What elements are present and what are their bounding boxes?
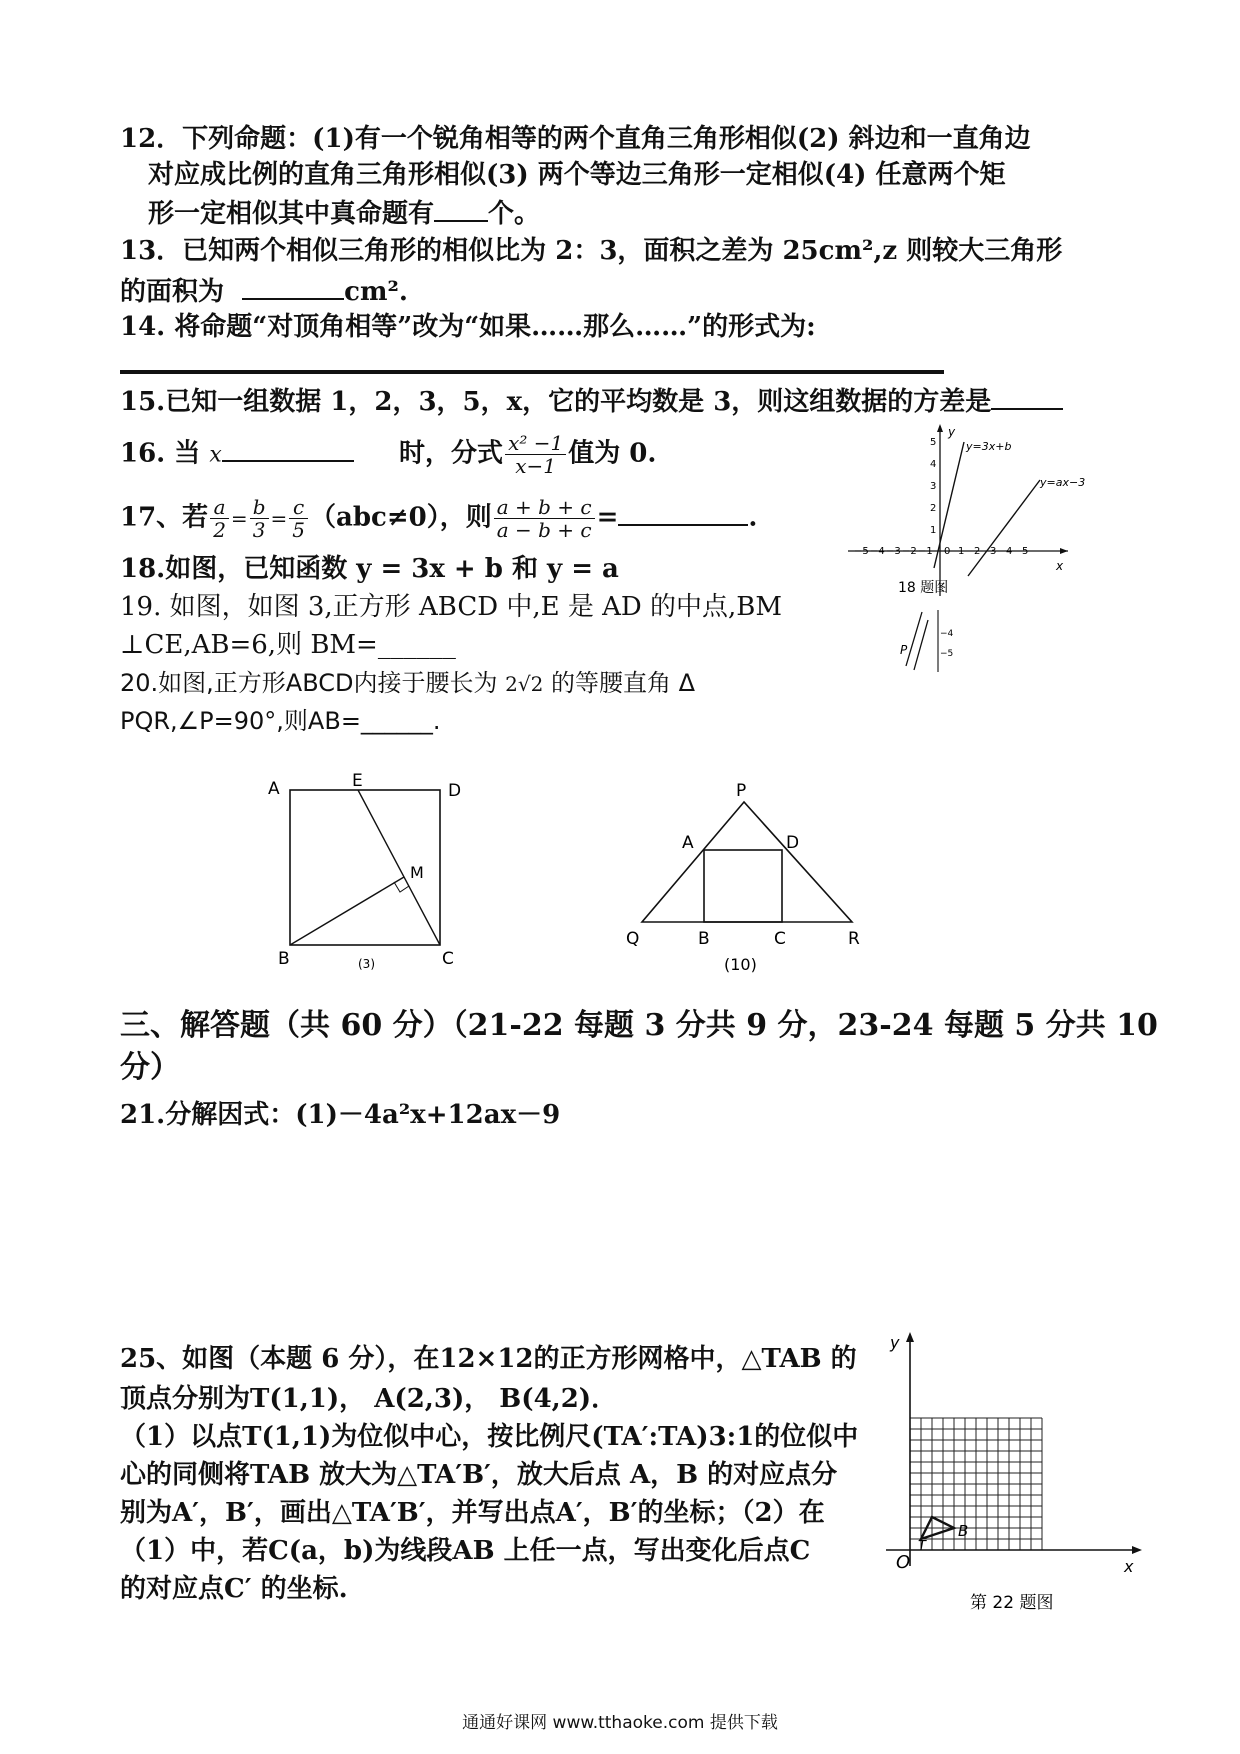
q12-line3-text: 形一定相似其中真命题有	[148, 199, 435, 229]
figure-3-square	[262, 772, 472, 972]
fig18-caption: 18 题图	[898, 580, 949, 596]
fig10-caption: (10)	[724, 955, 757, 974]
q16-fraction	[505, 432, 566, 477]
fig3-label-a: A	[268, 779, 280, 799]
fig18-xtick: 3	[990, 546, 997, 557]
fig22-y-label: y	[890, 1333, 900, 1352]
q20-text-a: 20.如图,正方形ABCD内接于腰长为	[120, 669, 498, 697]
fig18-yticks	[930, 437, 936, 536]
fig18-y-arrow	[937, 424, 943, 432]
fig18-xtick: −2	[902, 546, 917, 557]
fig22-origin-label: O	[896, 1552, 911, 1573]
fig10-triangle-pqr	[642, 802, 852, 922]
figure-10-triangle	[620, 780, 870, 980]
q12-line3	[148, 194, 540, 231]
q12-line1: 12．下列命题：(1)有一个锐角相等的两个直角三角形相似(2) 斜边和一直角边	[120, 124, 1031, 154]
fig18-xtick: −3	[886, 546, 901, 557]
q14-line1: 14. 将命题“对顶角相等”改为“如果……那么……”的形式为:	[120, 312, 816, 342]
q20-math: 2√2	[505, 672, 544, 696]
fig18-line1-label: y=3x+b	[966, 440, 1012, 453]
q12-line3-end: 个。	[488, 199, 541, 229]
page-footer: 通通好课网 www.tthaoke.com 提供下载	[462, 1713, 778, 1733]
q17-frac-a-den: 2	[213, 518, 226, 542]
q15-answer-blank[interactable]	[991, 382, 1063, 410]
q17-eq1: =	[230, 506, 248, 531]
q17-frac-b-den: 3	[252, 518, 266, 542]
section-3-heading-line1: 三、解答题（共 60 分）（21-22 每题 3 分共 9 分，23-24 每题 5 分共 10	[120, 1008, 1158, 1043]
fig18-xtick: 0	[944, 546, 951, 557]
q17-frac-d-den: a − b + c	[496, 518, 592, 542]
q17-frac-c-num: c	[289, 496, 308, 519]
q17-frac-a-num: a	[210, 496, 229, 519]
fig3-segment-bm	[290, 877, 404, 945]
fig18-inset-p: P	[900, 643, 908, 657]
q17-frac-b	[250, 496, 269, 541]
q25-line1: 25、如图（本题 6 分），在12×12的正方形网格中，△TAB 的	[120, 1344, 857, 1374]
fig18-line2-label: y=ax−3	[1040, 476, 1086, 489]
fig18-inset-line2	[914, 620, 928, 670]
q19-line2: ⊥CE,AB=6,则 BM=______	[120, 630, 456, 660]
fig10-label-b: B	[698, 929, 710, 949]
fig18-small-inset	[900, 610, 954, 672]
figure-22-grid	[858, 1328, 1158, 1628]
fig22-x-arrow	[1132, 1546, 1142, 1554]
q16-var-x: x	[209, 442, 222, 468]
fig18-x-label: x	[1056, 559, 1064, 573]
fig3-label-e: E	[352, 771, 363, 791]
fig18-xtick: 5	[1022, 546, 1029, 557]
q15-text: 15.已知一组数据 1，2，3，5，x，它的平均数是 3，则这组数据的方差是	[120, 387, 992, 417]
fig18-ytick: 5	[930, 437, 937, 448]
q25-line4: 心的同侧将TAB 放大为△TA′B′，放大后点 A，B 的对应点分	[120, 1460, 838, 1490]
q17-frac-a	[210, 496, 229, 541]
q17-frac-b-num: b	[250, 496, 269, 519]
q12-answer-blank[interactable]	[434, 194, 488, 222]
q13-line1: 13．已知两个相似三角形的相似比为 2：3，面积之差为 25cm²,z 则较大三角形	[120, 236, 1063, 266]
q16-numerator: x² −1	[505, 432, 566, 455]
q13-unit: cm².	[344, 277, 408, 307]
q25-line5: 别为A′，B′，画出△TA′B′，并写出点A′，B′的坐标；（2）在	[120, 1498, 825, 1528]
fig3-caption: (3)	[358, 957, 375, 971]
fig10-label-p: P	[736, 781, 747, 801]
fig22-b-label: B	[958, 1522, 969, 1540]
q17-frac-c-den: 5	[292, 518, 305, 542]
fig3-label-d: D	[448, 781, 462, 801]
fig18-xtick: −5	[854, 546, 869, 557]
q16-text-b: 时，分式	[399, 438, 504, 469]
q25-line6: （1）中，若C(a，b)为线段AB 上任一点，写出变化后点C	[120, 1536, 811, 1566]
fig18-ytick: 3	[930, 481, 937, 492]
q13-answer-blank[interactable]	[242, 272, 344, 300]
fig18-xtick: −4	[870, 546, 885, 557]
figure-18-graph	[838, 420, 1086, 672]
q16-answer-blank[interactable]	[222, 434, 354, 462]
fig22-y-arrow	[906, 1332, 914, 1342]
q17-text-a: 17、若	[120, 502, 209, 533]
fig18-line-yax3	[968, 480, 1040, 576]
q15-line1	[120, 382, 1063, 419]
section-3-heading-line2: 分）	[120, 1050, 180, 1085]
q20-line1	[120, 666, 695, 701]
fig3-label-c: C	[442, 949, 454, 969]
q18-line: 18.如图，已知函数 y = 3x + b 和 y = a	[120, 554, 619, 584]
q16-line	[120, 432, 656, 477]
q16-denominator: x−1	[515, 454, 557, 478]
q13-line2-text: 的面积为	[120, 277, 225, 307]
fig18-ytick: 4	[930, 459, 937, 470]
q14-answer-line[interactable]	[120, 370, 944, 374]
q25-line2: 顶点分别为T(1,1)， A(2,3)， B(4,2)．	[120, 1384, 618, 1414]
fig18-xtick: 2	[974, 546, 981, 557]
fig10-label-r: R	[848, 929, 860, 949]
q19-line1: 19. 如图，如图 3,正方形 ABCD 中,E 是 AD 的中点,BM	[120, 592, 782, 622]
q25-line3: （1）以点T(1,1)为位似中心，按比例尺(TA′:TA)3:1的位似中	[120, 1422, 859, 1452]
fig18-x-arrow	[1060, 548, 1068, 554]
q12-line2: 对应成比例的直角三角形相似(3) 两个等边三角形一定相似(4) 任意两个矩	[148, 160, 1006, 190]
q25-line7: 的对应点C′ 的坐标.	[120, 1574, 348, 1604]
fig10-label-q: Q	[626, 929, 640, 949]
fig18-inset-line1	[906, 612, 922, 666]
fig10-square-abcd	[704, 850, 782, 922]
fig18-xtick: 1	[958, 546, 965, 557]
fig22-caption: 第 22 题图	[970, 1593, 1054, 1613]
fig10-label-c: C	[774, 929, 786, 949]
fig22-x-label: x	[1124, 1557, 1134, 1576]
fig22-grid-lines	[910, 1418, 1042, 1550]
q16-text-a: 16. 当	[120, 438, 201, 469]
q17-frac-c	[289, 496, 308, 541]
q17-eq2: =	[270, 506, 288, 531]
fig22-t-label: T	[918, 1539, 926, 1554]
q13-line2	[120, 272, 408, 309]
q17-frac-d	[494, 496, 595, 541]
fig18-xtick: 4	[1006, 546, 1013, 557]
q17-answer-blank[interactable]	[618, 498, 748, 526]
q20-text-b: 的等腰直角 Δ	[550, 669, 696, 697]
fig10-label-d: D	[786, 833, 800, 853]
fig18-xtick: −1	[918, 546, 933, 557]
q16-text-c: 值为 0.	[568, 438, 657, 469]
q17-text-b: （abc≠0），则	[310, 502, 492, 533]
fig3-segment-ce	[358, 790, 440, 945]
q17-text-c: =	[596, 502, 619, 533]
fig18-inset-tick1: −4	[940, 629, 954, 639]
fig18-y-label: y	[948, 425, 956, 439]
q17-text-d: .	[748, 502, 758, 533]
fig3-label-b: B	[278, 949, 290, 969]
fig10-label-a: A	[682, 833, 694, 853]
fig3-label-m: M	[410, 863, 424, 882]
q17-line	[120, 496, 757, 541]
q20-line2: PQR,∠P=90°,则AB=______.	[120, 707, 441, 735]
fig18-inset-tick2: −5	[940, 649, 954, 659]
fig18-ytick: 1	[930, 525, 937, 536]
q17-frac-d-num: a + b + c	[494, 496, 595, 519]
fig18-ytick: 2	[930, 503, 937, 514]
q21-line: 21.分解因式：(1)－4a²x+12ax－9	[120, 1100, 561, 1130]
